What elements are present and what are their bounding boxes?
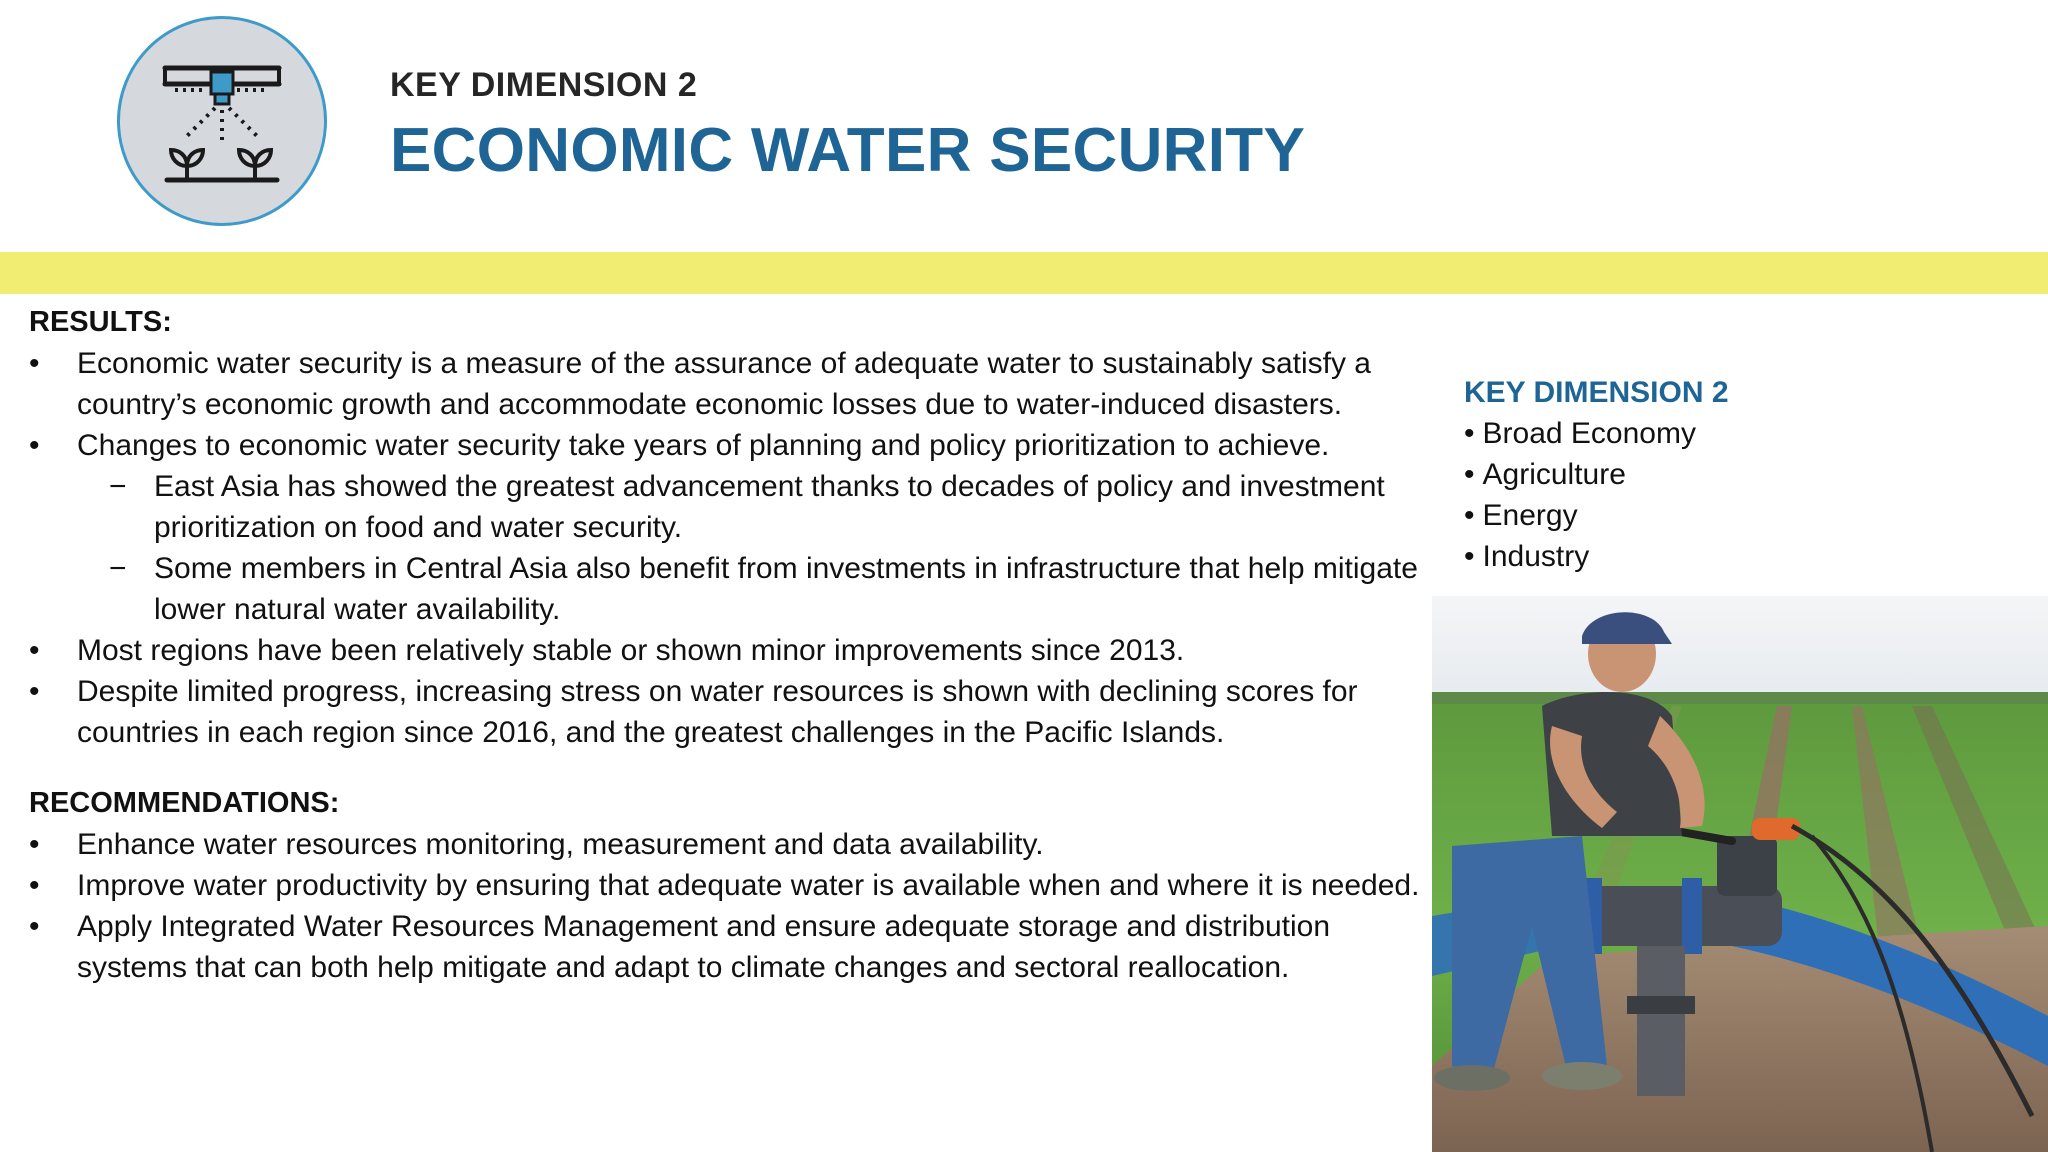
header-divider-band xyxy=(0,252,2048,294)
results-heading: RESULTS: xyxy=(29,306,172,338)
dimension-icon-badge xyxy=(117,16,327,226)
dash-marker: − xyxy=(109,552,127,585)
header xyxy=(390,66,1305,186)
list-item-text: Most regions have been relatively stable or shown minor improvements since 2013. xyxy=(77,634,1185,667)
farmer-irrigation-photo xyxy=(1432,596,2048,1152)
sidebar xyxy=(1464,372,1729,577)
page-subtitle: KEY DIMENSION 2 xyxy=(390,66,698,104)
bullet-marker: • xyxy=(1464,417,1475,450)
sidebar-item-label: Energy xyxy=(1482,499,1578,532)
sidebar-heading: KEY DIMENSION 2 xyxy=(1464,376,1729,409)
list-item xyxy=(29,630,1429,671)
section-spacer xyxy=(29,753,1429,783)
farmer-operating-irrigation-valve-photo xyxy=(1432,596,2048,1152)
bullet-marker: • xyxy=(29,869,40,902)
sidebar-item-broad-economy xyxy=(1464,413,1729,454)
irrigation-sprinkler-icon xyxy=(147,46,297,196)
list-item xyxy=(29,906,1429,988)
sidebar-item-label: Industry xyxy=(1482,540,1590,573)
list-item-text: Apply Integrated Water Resources Management and ensure adequate storage and distribution systems that can both help mitigate and adapt to climate changes and sectoral reallocation. xyxy=(77,910,1330,984)
results-list xyxy=(29,343,1429,466)
bullet-marker: • xyxy=(29,675,40,708)
list-item-text: Improve water productivity by ensuring that adequate water is available when and where it is needed. xyxy=(77,869,1420,902)
bullet-marker: • xyxy=(29,634,40,667)
recommendations-list xyxy=(29,824,1429,988)
bullet-marker: • xyxy=(29,828,40,861)
sub-list-item xyxy=(29,466,1429,548)
sidebar-item-industry xyxy=(1464,536,1729,577)
list-item-text: Enhance water resources monitoring, measurement and data availability. xyxy=(77,828,1044,861)
results-sublist xyxy=(29,466,1429,630)
sub-list-item-text: Some members in Central Asia also benefit from investments in infrastructure that help mitigate lower natural water availability. xyxy=(154,552,1418,626)
sidebar-item-agriculture xyxy=(1464,454,1729,495)
bullet-marker: • xyxy=(1464,499,1475,532)
list-item xyxy=(29,671,1429,753)
sidebar-item-energy xyxy=(1464,495,1729,536)
bullet-marker: • xyxy=(29,910,40,943)
sidebar-list xyxy=(1464,413,1729,577)
page-title: ECONOMIC WATER SECURITY xyxy=(390,116,1306,185)
main-content xyxy=(29,302,1429,988)
dash-marker: − xyxy=(109,470,127,503)
list-item-text: Despite limited progress, increasing stress on water resources is shown with declining scores for countries in each region since 2016, and the greatest challenges in the Pacific Islands. xyxy=(77,675,1358,749)
list-item xyxy=(29,865,1429,906)
bullet-marker: • xyxy=(1464,458,1475,491)
sidebar-item-label: Agriculture xyxy=(1482,458,1626,491)
list-item xyxy=(29,824,1429,865)
bullet-marker: • xyxy=(29,429,40,462)
sidebar-item-label: Broad Economy xyxy=(1482,417,1696,450)
list-item xyxy=(29,343,1429,425)
sub-list-item xyxy=(29,548,1429,630)
results-list-continued xyxy=(29,630,1429,753)
list-item xyxy=(29,425,1429,466)
list-item-text: Changes to economic water security take years of planning and policy prioritization to achieve. xyxy=(77,429,1330,462)
bullet-marker: • xyxy=(1464,540,1475,573)
list-item-text: Economic water security is a measure of the assurance of adequate water to sustainably satisfy a country’s economic growth and accommodate economic losses due to water-induced disasters. xyxy=(77,347,1371,421)
recommendations-heading: RECOMMENDATIONS: xyxy=(29,787,340,819)
sub-list-item-text: East Asia has showed the greatest advancement thanks to decades of policy and investment prioritization on food and water security. xyxy=(154,470,1385,544)
bullet-marker: • xyxy=(29,347,40,380)
